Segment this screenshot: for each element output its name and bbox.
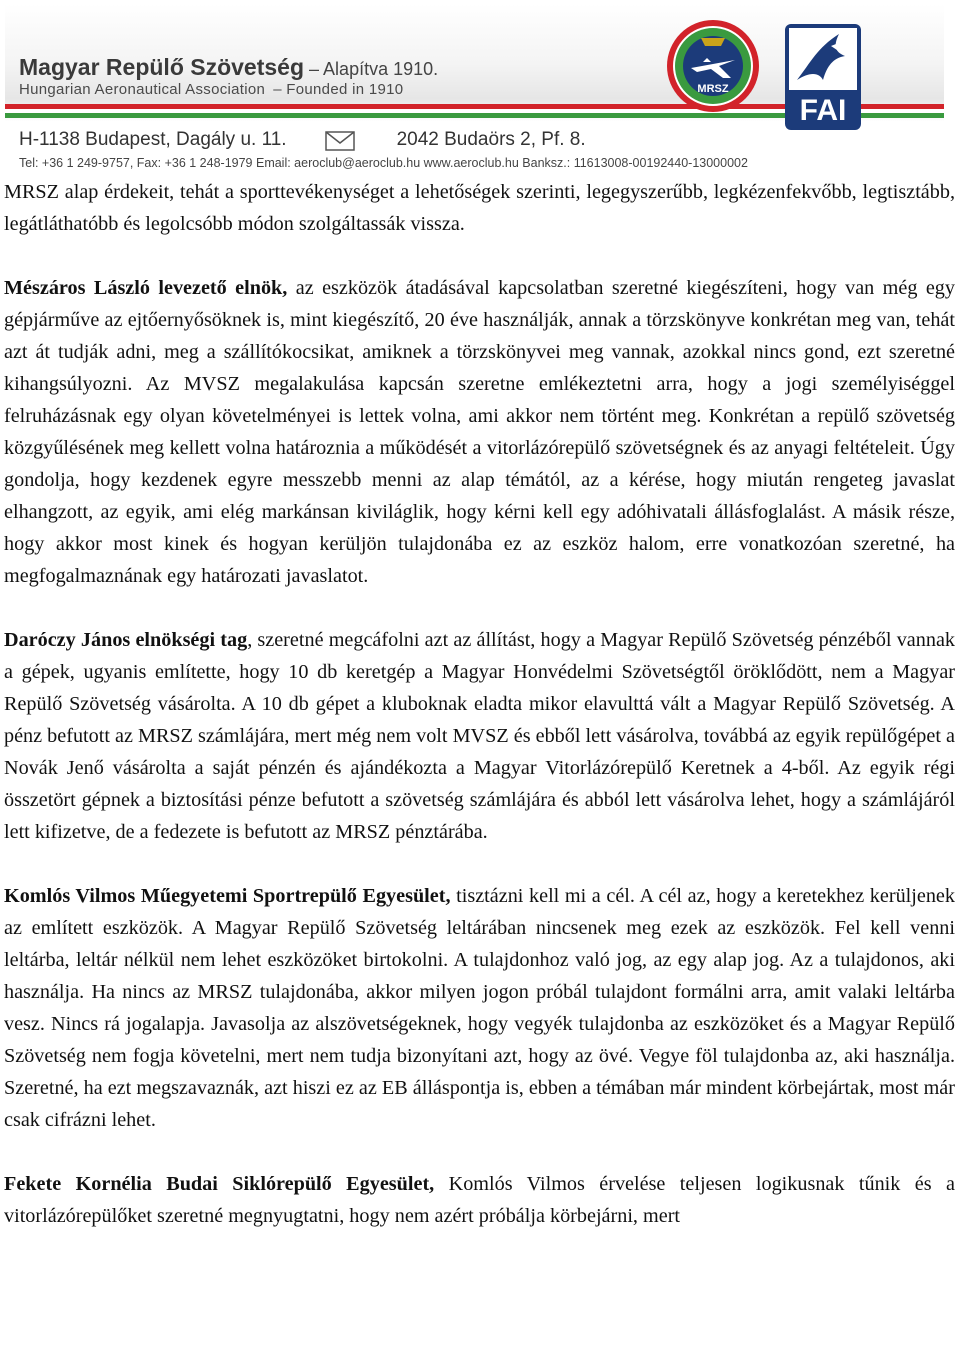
speaker-name: Daróczy János elnökségi tag bbox=[4, 629, 248, 651]
envelope-icon bbox=[325, 131, 355, 151]
contact-line: Tel: +36 1 249-9757, Fax: +36 1 248-1979 Email: aeroclub@aeroclub.hu www.aeroclub.hu Banksz.: 11613008-00192440-13000002 bbox=[19, 156, 748, 170]
speaker-name: Fekete Kornélia Budai Siklórepülő Egyesület, bbox=[4, 1173, 435, 1195]
address-line bbox=[19, 129, 586, 151]
org-name-en: Hungarian Aeronautical Association – Founded in 1910 bbox=[19, 81, 404, 98]
paragraph-text: az eszközök átadásával kapcsolatban szeretné kiegészíteni, hogy van még egy gépjárműve az ejtőernyősöknek is, mint kiegészítő, 20 éve használják, annak a törzskönyve konkrétan meg van, tehát azt át tudják adni, meg a szállítókocsikat, amiknek a törzskönyvei meg vannak, azokkal nincs gond, ezt szeretné kihangsúlyozni. Az MVSZ megalakulása kapcsán szeretne emlékeztetni arra, hogy a jogi személyiséggel felruházásnak egy olyan követelményei is lettek volna, ami akkor nem történt meg. Konkrétan a repülő szövetség közgyűlésének meg kellett volna határoznia a működését a vitorlázórepülő szövetségnek és az anyagi feltételeit. Úgy gondolja, hogy kezdenek egyre messzebb menni az alap témától, az a kérése, hogy miután rengeteg javaslat elhangzott, az egyik, ami elég markánsan kiviláglik, hogy kérni kell egy adóhivatali állásfoglalást. A másik része, hogy akkor most kinek és hogyan kerüljön tulajdonába ez az eszköz halom, erre vonatkozóan szeretné, ha megfogalmaznának egy határozati javaslatot. bbox=[4, 277, 955, 587]
letterhead bbox=[5, 4, 944, 172]
paragraph-text: tisztázni kell mi a cél. A cél az, hogy a keretekhez kerüljenek az említett eszközök. A Magyar Repülő Szövetség leltárában nincsenek meg ezek az eszközök. Fel kell venni leltárba, leltár nélkül nem lehet eszközöket birtokolni. A tulajdonhoz való jog, az egy alap jog. Az a tulajdonos, aki használja. Ha nincs az MRSZ tulajdonába, akkor milyen jogon próbál tulajdont formálni arra, amit valaki leltárba vesz. Nincs rá jogalapja. Javasolja az alszövetségeknek, hogy vegyék tulajdonba az eszközöket és a Magyar Repülő Szövetség nem fogja követelni, mert nem tudja bizonyítani azt, hogy az övé. Vegye föl tulajdonba az, aki használja. Szeretné, ha ezt megszavaznák, azt hiszi ez az EB álláspontja is, ebben a témában már mindent körbejártak, most már csak cifrázni lehet. bbox=[4, 885, 955, 1131]
paragraph-3 bbox=[4, 624, 955, 848]
org-founded: – Alapítva 1910. bbox=[304, 59, 439, 79]
paragraph-text: , szeretné megcáfolni azt az állítást, hogy a Magyar Repülő Szövetség pénzéből vannak a gépek, ugyanis említette, hogy 10 db keretgép a Magyar Honvédelmi Szövetségtől öröklődött, nem a Magyar Repülő Szövetség vásárolta. A 10 db gépet a kluboknak eladta mikor elavulttá vált a Magyar Repülő Szövetség. A pénz befutott az MRSZ számlájára, mert még nem volt MVSZ és ebből lett vásárolva, továbbá az egyik repülőgépet a Novák Jenő vásárolta a saját pénzén és ajándékozta a Magyar Vitorlázórepülő Keretnek a 4-ből. Az egyik régi összetört gépnek a biztosítási pénze befutott a szövetség számlájára és abból lett vásárolva lehet, hogy a számlájáról lett kifizetve, de a fedezete is befutott az MRSZ pénztárába. bbox=[4, 629, 956, 843]
street-address: H-1138 Budapest, Dagály u. 11. bbox=[19, 129, 287, 150]
speaker-name: Mészáros László levezető elnök, bbox=[4, 277, 288, 299]
mrsz-logo-text: MRSZ bbox=[697, 83, 729, 95]
paragraph-text: MRSZ alap érdekeit, tehát a sporttevékenységet a lehetőségek szerinti, legegyszerűbb, legkézenfekvőbb, legtisztább, legátláthatóbb és legolcsóbb módon szolgáltassák vissza. bbox=[4, 181, 955, 235]
paragraph-2 bbox=[4, 272, 955, 592]
fai-logo-text: FAI bbox=[799, 94, 847, 127]
paragraph-4 bbox=[4, 880, 955, 1136]
po-box: 2042 Budaörs 2, Pf. 8. bbox=[396, 129, 586, 150]
org-founded-en: – Founded in 1910 bbox=[273, 81, 404, 98]
paragraph-text: Komlós Vilmos érvelése teljesen logikusnak tűnik és a vitorlázórepülőket szeretné megnyugtatni, hogy nem azért próbálja körbejárni, mert bbox=[4, 1173, 955, 1227]
minutes-body bbox=[4, 176, 955, 1232]
speaker-name: Komlós Vilmos Műegyetemi Sportrepülő Egyesület, bbox=[4, 885, 451, 907]
org-name: Magyar Repülő Szövetség – Alapítva 1910. bbox=[19, 54, 439, 80]
mrsz-logo bbox=[665, 10, 761, 122]
fai-logo bbox=[783, 22, 863, 132]
paragraph-1 bbox=[4, 176, 955, 240]
paragraph-5 bbox=[4, 1168, 955, 1232]
